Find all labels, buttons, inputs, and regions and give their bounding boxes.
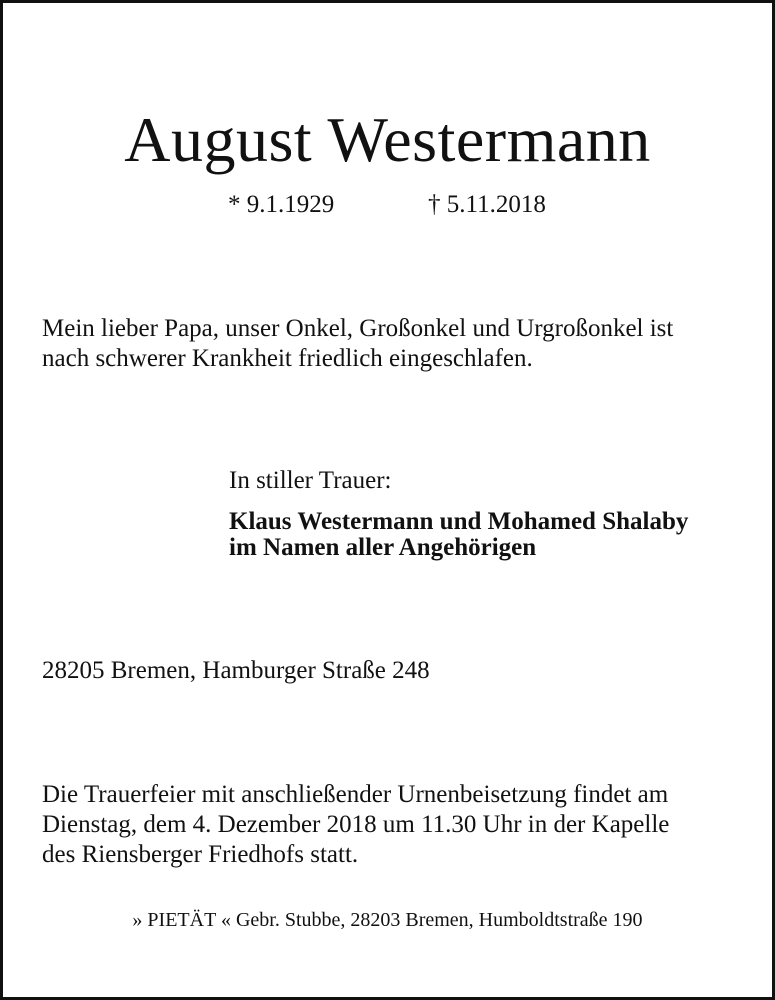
intro-line: Mein lieber Papa, unser Onkel, Großonkel und Urgroßonkel ist (42, 315, 674, 342)
intro-line: nach schwerer Krankheit friedlich eingeschlafen. (42, 345, 533, 372)
death-date: † 5.11.2018 (428, 191, 546, 218)
service-line: Dienstag, dem 4. Dezember 2018 um 11.30 Uhr in der Kapelle (42, 811, 670, 838)
mourning-label: In stiller Trauer: (229, 467, 392, 494)
address: 28205 Bremen, Hamburger Straße 248 (42, 657, 430, 684)
service-text (42, 780, 669, 870)
service-line: Die Trauerfeier mit anschließender Urnenbeisetzung findet am (42, 781, 669, 808)
undertaker-line: » PIETÄT « Gebr. Stubbe, 28203 Bremen, Humboldtstraße 190 (132, 909, 643, 931)
service-line: des Riensberger Friedhofs statt. (42, 841, 359, 868)
mourners-line: im Namen aller Angehörigen (229, 534, 537, 561)
birth-date: * 9.1.1929 (228, 191, 335, 218)
intro-text (42, 314, 673, 374)
deceased-name: August Westermann (124, 104, 651, 175)
mourners-line: Klaus Westermann und Mohamed Shalaby (229, 508, 689, 535)
